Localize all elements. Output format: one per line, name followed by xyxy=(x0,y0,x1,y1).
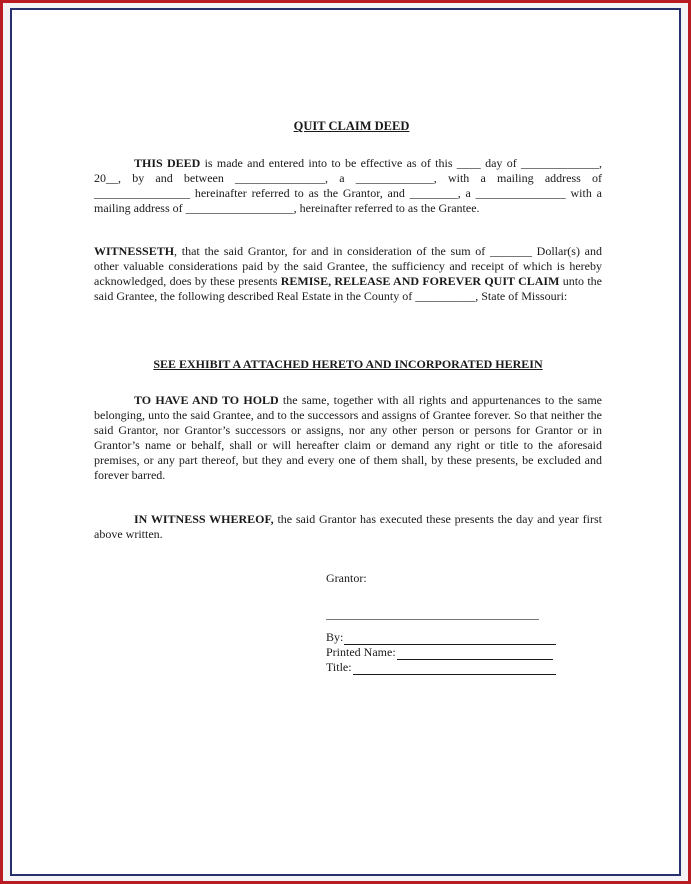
habendum-text: the same, together with all rights and appurtenances to the same belonging, unto the said Grantee, and to the successors and assigns of Grantee forever. So that neither the said Grantor, nor Grantor’s successors or assigns, nor any other person or persons for Grantor or in Grantor’s name or behalf, shall or will hereafter claim or demand any right or title to the aforesaid premises, or any part thereof, but they and every one of them shall, by these presents, be excluded and forever barred. xyxy=(94,393,603,482)
witnesseth-lead: WITNESSETH xyxy=(94,244,175,258)
printed-name-input-line[interactable] xyxy=(397,647,553,660)
title-input-line[interactable] xyxy=(353,662,556,675)
habendum-lead: TO HAVE AND TO HOLD xyxy=(134,393,279,407)
witnesseth-paragraph xyxy=(94,244,602,304)
deed-intro-text: is made and entered into to be effective as of this ____ day of _____________, 20__, by and between _______________, a _____________, with a mailing address of ________________ hereinafter referred to as the Grantor, and ________, a _______________ with a mailing address of __________________, hereinafter referred to as the Grantee. xyxy=(94,156,602,215)
by-field xyxy=(326,630,556,645)
document-page xyxy=(10,8,681,876)
document-title: QUIT CLAIM DEED xyxy=(293,119,410,133)
grantor-signature-line[interactable] xyxy=(326,619,539,620)
title-field xyxy=(326,660,556,675)
grantor-label: Grantor: xyxy=(326,571,367,585)
title-label: Title: xyxy=(326,660,352,674)
witness-whereof-text: the said Grantor has executed these presents the day and year first above written. xyxy=(94,512,602,541)
deed-intro-paragraph xyxy=(94,156,602,216)
witnesseth-text-2: unto the said Grantee, the following described Real Estate in the County of __________, State of Missouri: xyxy=(94,274,602,303)
witness-whereof-paragraph xyxy=(94,512,602,542)
witness-whereof-lead: IN WITNESS WHEREOF, xyxy=(134,512,274,526)
witnesseth-text-1: , that the said Grantor, for and in consideration of the sum of _______ Dollar(s) and other valuable considerations paid by the said Grantee, the sufficiency and receipt of which is hereby acknowledged, does by these presents xyxy=(94,244,602,288)
printed-name-label: Printed Name: xyxy=(326,645,396,659)
by-input-line[interactable] xyxy=(344,632,556,645)
remise-release-emphasis: REMISE, RELEASE AND FOREVER QUIT CLAIM xyxy=(280,274,560,288)
habendum-paragraph xyxy=(94,393,602,483)
by-label: By: xyxy=(326,630,344,644)
exhibit-heading: SEE EXHIBIT A ATTACHED HERETO AND INCORPORATED HEREIN xyxy=(153,357,543,371)
printed-name-field xyxy=(326,645,553,660)
this-deed-lead: THIS DEED xyxy=(134,156,201,170)
